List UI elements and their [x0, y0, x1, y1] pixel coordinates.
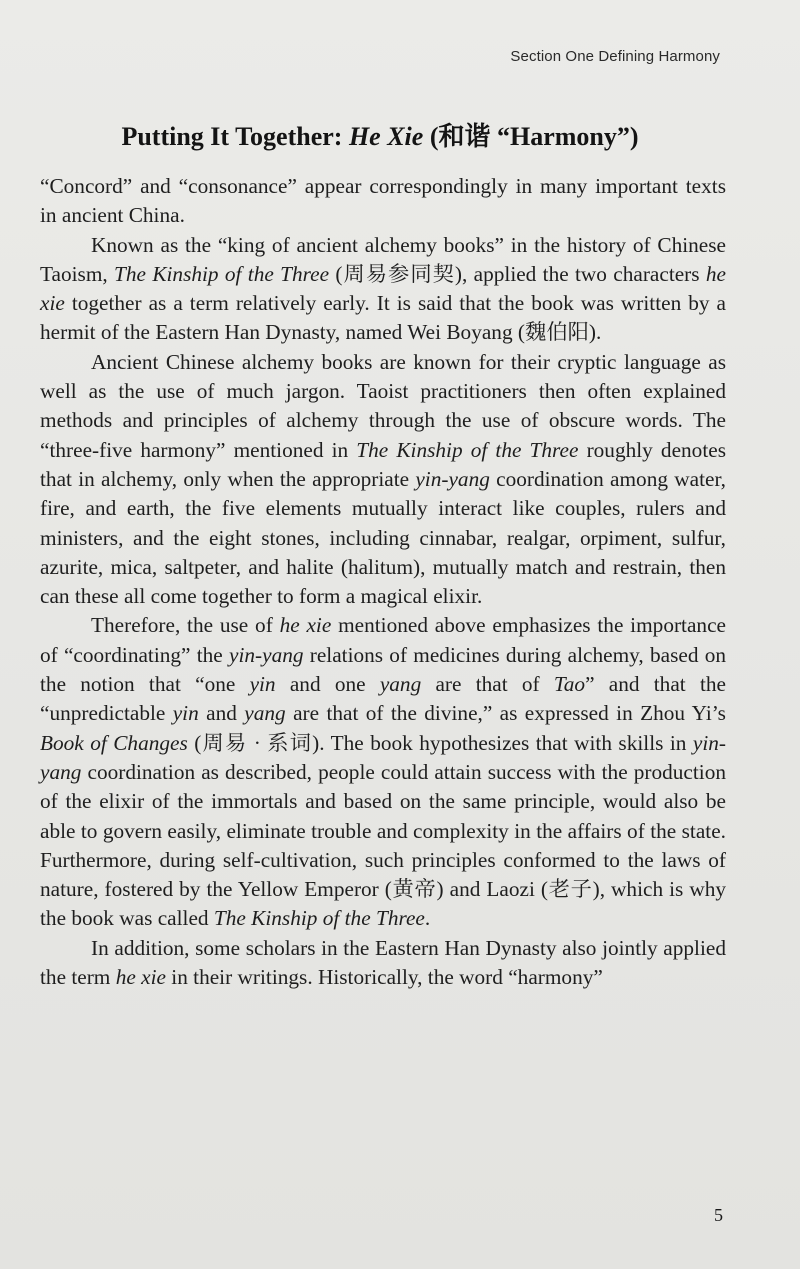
- text-run: and: [198, 701, 245, 726]
- text-run: (周易参同契), applied the two characters: [329, 261, 706, 286]
- book-title-italic: Book of Changes: [40, 730, 188, 755]
- text-run: Therefore, the use of: [91, 613, 280, 638]
- text-run: together as a term relatively early. It is said that the book was written by a hermit of the Eastern Han Dynasty, named Wei Boyang (魏伯阳).: [40, 291, 726, 345]
- term-italic: he xie: [40, 261, 726, 316]
- text-run: In addition, some scholars in the Eastern Han Dynasty also jointly applied the term: [40, 935, 726, 990]
- text-run: are that of: [421, 672, 554, 697]
- paragraph-4: [40, 611, 726, 933]
- term-italic: he xie: [115, 965, 166, 990]
- book-title-italic: The Kinship of the Three: [114, 261, 330, 286]
- term-italic: yin: [249, 672, 276, 697]
- title-prefix: Putting It Together:: [121, 122, 349, 151]
- book-title-italic: The Kinship of the Three: [213, 906, 425, 931]
- text-run: relations of medicines during alchemy, based on the notion that “one: [40, 642, 727, 697]
- term-italic: he xie: [279, 613, 332, 638]
- text-run: coordination among water, fire, and earth, the five elements mutually interact like couples, rulers and ministers, and the eight stones, including cinnabar, realgar, orpiment, sulfur, azurite, mica, saltpeter, and halite (halitum), mutually match and restrain, then can these all come together to form a magical elixir.: [40, 466, 727, 609]
- text-run: coordination as described, people could attain success with the production of the elixir of the immortals and based on the same principle, would also be able to govern easily, eliminate trouble and complexity in the affairs of the state. Furthermore, during self-cultivation, such principles conformed to the laws of nature, fostered by the Yellow Emperor (黄帝) and Laozi (老子), which is why the book was called: [40, 759, 726, 931]
- text-run: (周易 · 系词). The book hypothesizes that with skills in: [187, 730, 693, 755]
- term-italic: yang: [379, 672, 422, 697]
- term-italic: yin-yang: [229, 642, 304, 667]
- term-italic: yin-yang: [415, 466, 490, 491]
- text-run: in their writings. Historically, the word “harmony”: [165, 965, 603, 990]
- paragraph-5: [40, 934, 726, 993]
- text-run: ” and that the “unpredictable: [40, 672, 726, 726]
- title-italic: He Xie: [348, 122, 424, 151]
- text-run: Ancient Chinese alchemy books are known for their cryptic language as well as the use of much jargon. Taoist practitioners then often explained methods and principles of alchemy through the use of obscure words. The “three-five harmony” mentioned in: [40, 349, 726, 462]
- book-title-italic: The Kinship of the Three: [356, 437, 579, 462]
- term-italic: yin-yang: [40, 730, 726, 784]
- paragraph-2: [40, 231, 726, 348]
- text-run: and one: [275, 672, 380, 697]
- term-italic: Tao: [553, 672, 586, 697]
- text-run: Known as the “king of ancient alchemy books” in the history of Chinese Taoism,: [40, 232, 726, 286]
- text-run: .: [424, 906, 431, 931]
- paragraph-3: [40, 348, 726, 612]
- running-head: Section One Defining Harmony: [510, 48, 720, 65]
- body-text: [40, 172, 726, 992]
- term-italic: yang: [244, 701, 286, 726]
- title-suffix: (和谐 “Harmony”): [423, 122, 639, 151]
- term-italic: yin: [172, 701, 199, 726]
- chapter-title: [0, 116, 760, 153]
- text-run: roughly denotes that in alchemy, only when the appropriate: [40, 437, 726, 491]
- text-run: are that of the divine,” as expressed in Zhou Yi’s: [285, 701, 726, 726]
- page-number: 5: [714, 1205, 723, 1225]
- paragraph-1: [40, 172, 726, 231]
- text-run: “Concord” and “consonance” appear correspondingly in many important texts in ancient China.: [40, 174, 726, 228]
- text-run: mentioned above emphasizes the importance of “coordinating” the: [40, 613, 726, 667]
